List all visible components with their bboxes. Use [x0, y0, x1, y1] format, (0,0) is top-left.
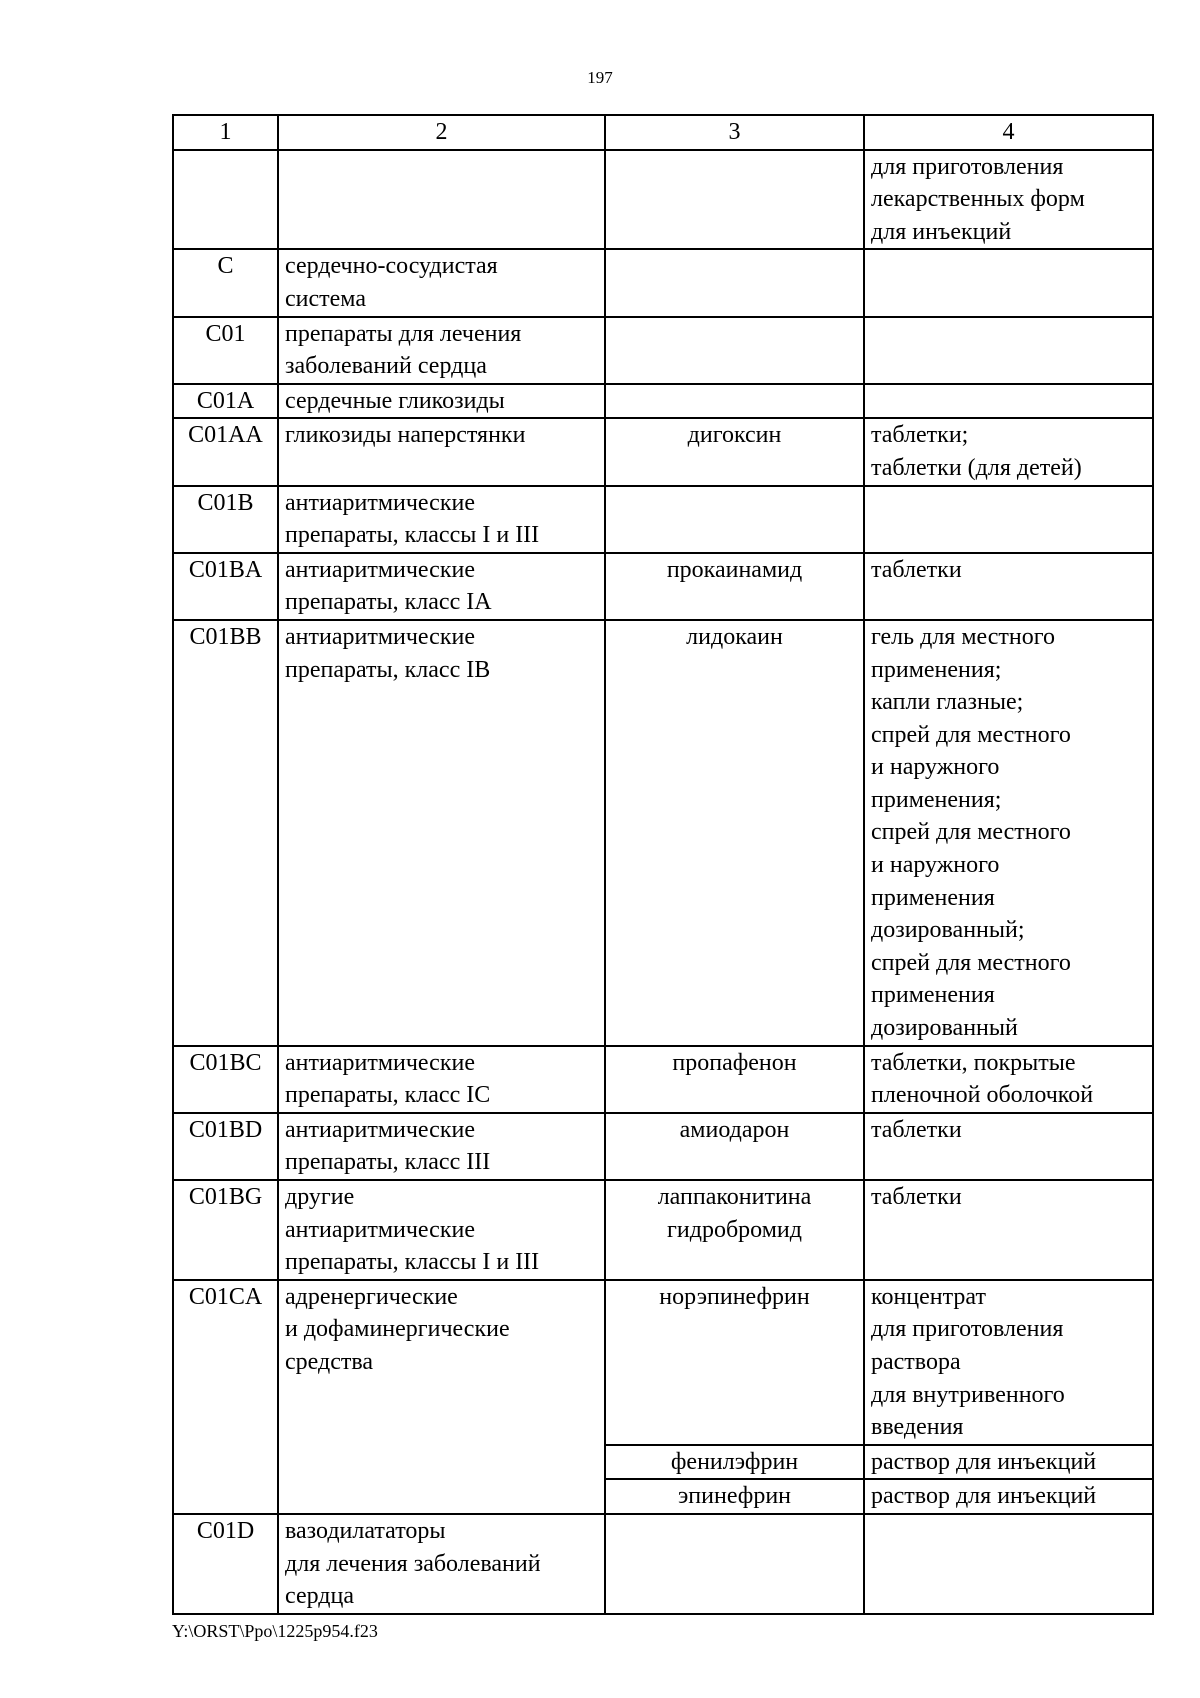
cell-text-line: лидокаин	[686, 623, 783, 650]
cell-text-line	[285, 151, 598, 184]
dosage-form-cell	[864, 486, 1153, 553]
atc-code-cell	[173, 317, 278, 384]
cell-text-line: гликозиды наперстянки	[285, 422, 526, 449]
cell-text-line	[612, 318, 857, 351]
atc-code-cell	[173, 150, 278, 250]
cell-text-line: лаппаконитина	[657, 1184, 812, 1210]
cell-text-line: C01A	[196, 387, 255, 414]
cell-text-line: применения;	[871, 786, 1002, 813]
table-row	[173, 1046, 1153, 1113]
cell-text-line: система	[285, 285, 366, 312]
drug-name-cell	[605, 1514, 864, 1614]
column-header-1: 1	[173, 115, 278, 150]
drug-name-cell	[605, 1445, 864, 1480]
cell-text-line: антиаритмические	[285, 1216, 475, 1243]
drug-name-cell	[605, 486, 864, 553]
table-row	[173, 620, 1153, 1046]
drug-name-cell	[605, 418, 864, 485]
cell-text-line: антиаритмические	[285, 1049, 475, 1076]
cell-text-line: спрей для местного	[871, 819, 1071, 846]
dosage-form-cell	[864, 384, 1153, 419]
cell-text-line: и наружного	[871, 852, 1000, 879]
cell-text-line: раствор для инъекций	[871, 1483, 1097, 1510]
cell-text-line: лекарственных форм	[871, 186, 1085, 213]
cell-text-line: пленочной оболочкой	[871, 1082, 1094, 1109]
drug-name-cell	[605, 1280, 864, 1445]
drug-name-cell	[605, 384, 864, 419]
atc-code-cell	[173, 1113, 278, 1180]
cell-text-line: раствора	[871, 1348, 961, 1375]
cell-text-line: дозированный	[871, 1015, 1018, 1042]
group-name-cell	[278, 1113, 605, 1180]
medication-table	[172, 114, 1154, 1615]
atc-code-cell	[173, 1514, 278, 1614]
cell-text-line: таблетки	[871, 1184, 962, 1210]
cell-text-line: применения	[871, 884, 995, 911]
cell-text-line	[871, 250, 1146, 283]
group-name-cell	[278, 1514, 605, 1614]
cell-text-line	[871, 318, 1146, 351]
cell-text-line: и наружного	[871, 754, 1000, 781]
cell-text-line: препараты, класс IA	[285, 589, 492, 616]
dosage-form-cell	[864, 553, 1153, 620]
cell-text-line: средства	[285, 1348, 374, 1375]
dosage-form-cell	[864, 1280, 1153, 1445]
group-name-cell	[278, 1046, 605, 1113]
cell-text-line: препараты, класс III	[285, 1149, 491, 1176]
cell-text-line: C01	[205, 320, 246, 347]
cell-text-line: таблетки, покрытые	[871, 1049, 1076, 1076]
atc-code-cell	[173, 384, 278, 419]
cell-text-line: спрей для местного	[871, 721, 1071, 748]
cell-text-line: введения	[871, 1414, 964, 1441]
cell-text-line: норэпинефрин	[659, 1283, 810, 1310]
drug-name-cell	[605, 150, 864, 250]
cell-text-line: гидробромид	[667, 1216, 802, 1243]
atc-code-cell	[173, 418, 278, 485]
dosage-form-cell	[864, 1046, 1153, 1113]
drug-name-cell	[605, 1113, 864, 1180]
cell-text-line: раствор для инъекций	[871, 1448, 1097, 1475]
cell-text-line: C01BC	[189, 1049, 262, 1076]
drug-name-cell	[605, 620, 864, 1046]
cell-text-line: сердца	[285, 1583, 354, 1610]
cell-text-line: для приготовления	[871, 1316, 1064, 1343]
table-row	[173, 553, 1153, 620]
cell-text-line: для внутривенного	[871, 1381, 1065, 1408]
cell-text-line: для лечения заболеваний	[285, 1550, 541, 1577]
cell-text-line: C01BG	[188, 1184, 263, 1210]
cell-text-line: прокаинамид	[666, 556, 803, 583]
atc-code-cell	[173, 249, 278, 316]
dosage-form-cell	[864, 150, 1153, 250]
dosage-form-cell	[864, 1180, 1153, 1280]
group-name-cell	[278, 317, 605, 384]
table-row	[173, 1280, 1153, 1445]
cell-text-line: сердечные гликозиды	[285, 387, 505, 414]
column-header-3: 3	[605, 115, 864, 150]
column-header-4: 4	[864, 115, 1153, 150]
cell-text-line	[612, 385, 857, 418]
dosage-form-cell	[864, 1113, 1153, 1180]
dosage-form-cell	[864, 1445, 1153, 1480]
drug-name-cell	[605, 317, 864, 384]
cell-text-line: капли глазные;	[871, 689, 1024, 716]
cell-text-line: вазодилататоры	[285, 1517, 446, 1544]
cell-text-line: дигоксин	[687, 422, 782, 449]
cell-text-line	[612, 151, 857, 184]
table-row	[173, 1113, 1153, 1180]
table-row	[173, 486, 1153, 553]
atc-code-cell	[173, 553, 278, 620]
cell-text-line: таблетки;	[871, 422, 969, 449]
cell-text-line: для инъекций	[871, 218, 1012, 245]
table-header-row	[173, 115, 1153, 150]
atc-code-cell	[173, 620, 278, 1046]
cell-text-line	[612, 250, 857, 283]
dosage-form-cell	[864, 317, 1153, 384]
group-name-cell	[278, 553, 605, 620]
cell-text-line: гель для местного	[871, 623, 1055, 650]
group-name-cell	[278, 1280, 605, 1514]
cell-text-line: заболеваний сердца	[285, 353, 487, 380]
table-row	[173, 384, 1153, 419]
cell-text-line: C01CA	[188, 1283, 263, 1310]
drug-name-cell	[605, 1046, 864, 1113]
cell-text-line: антиаритмические	[285, 489, 475, 516]
cell-text-line: для приготовления	[871, 153, 1064, 180]
cell-text-line	[871, 385, 1146, 418]
dosage-form-cell	[864, 1514, 1153, 1614]
cell-text-line: таблетки (для детей)	[871, 454, 1082, 481]
cell-text-line: C01D	[196, 1517, 255, 1544]
cell-text-line	[871, 487, 1146, 520]
cell-text-line: препараты, классы I и III	[285, 522, 540, 549]
file-path-footer: Y:\ORST\Ppo\1225p954.f23	[172, 1621, 378, 1641]
cell-text-line: спрей для местного	[871, 949, 1071, 976]
cell-text-line: амиодарон	[679, 1116, 790, 1143]
cell-text-line	[871, 1515, 1146, 1548]
drug-name-cell	[605, 553, 864, 620]
group-name-cell	[278, 150, 605, 250]
cell-text-line: фенилэфрин	[670, 1448, 799, 1475]
cell-text-line: сердечно-сосудистая	[285, 253, 498, 280]
cell-text-line: препараты, класс IB	[285, 656, 491, 683]
cell-text-line: применения;	[871, 656, 1002, 683]
cell-text-line	[612, 1515, 857, 1548]
cell-text-line: пропафенон	[672, 1049, 797, 1076]
cell-text-line: применения	[871, 982, 995, 1009]
cell-text-line: C01BD	[188, 1116, 263, 1143]
cell-text-line: антиаритмические	[285, 623, 475, 650]
cell-text-line: антиаритмические	[285, 1116, 475, 1143]
table-row	[173, 150, 1153, 250]
group-name-cell	[278, 418, 605, 485]
dosage-form-cell	[864, 1479, 1153, 1514]
cell-text-line	[612, 487, 857, 520]
cell-text-line: препараты, классы I и III	[285, 1249, 540, 1276]
table-row	[173, 418, 1153, 485]
page-number: 197	[587, 68, 613, 87]
cell-text-line: C	[217, 253, 234, 280]
table-row	[173, 1514, 1153, 1614]
drug-name-cell	[605, 249, 864, 316]
table-row	[173, 1180, 1153, 1280]
drug-name-cell	[605, 1479, 864, 1514]
dosage-form-cell	[864, 620, 1153, 1046]
cell-text-line: концентрат	[871, 1283, 986, 1310]
atc-code-cell	[173, 1280, 278, 1514]
dosage-form-cell	[864, 418, 1153, 485]
group-name-cell	[278, 384, 605, 419]
cell-text-line: C01B	[197, 489, 254, 516]
cell-text-line: C01BA	[188, 556, 263, 583]
cell-text-line: и дофаминергические	[285, 1316, 510, 1343]
drug-name-cell	[605, 1180, 864, 1280]
cell-text-line: таблетки	[871, 556, 962, 583]
group-name-cell	[278, 620, 605, 1046]
cell-text-line: препараты для лечения	[285, 320, 522, 347]
atc-code-cell	[173, 1180, 278, 1280]
cell-text-line: C01BB	[189, 623, 262, 650]
cell-text-line: другие	[285, 1184, 355, 1210]
cell-text-line: препараты, класс IC	[285, 1082, 491, 1109]
table-row	[173, 317, 1153, 384]
table-body	[173, 115, 1153, 1614]
cell-text-line	[180, 151, 271, 184]
group-name-cell	[278, 486, 605, 553]
group-name-cell	[278, 1180, 605, 1280]
cell-text-line: таблетки	[871, 1116, 962, 1143]
cell-text-line: адренергические	[285, 1283, 458, 1310]
group-name-cell	[278, 249, 605, 316]
cell-text-line: дозированный;	[871, 917, 1025, 944]
atc-code-cell	[173, 486, 278, 553]
column-header-2: 2	[278, 115, 605, 150]
cell-text-line: антиаритмические	[285, 556, 475, 583]
atc-code-cell	[173, 1046, 278, 1113]
dosage-form-cell	[864, 249, 1153, 316]
table-row	[173, 249, 1153, 316]
cell-text-line: C01AA	[188, 422, 263, 449]
cell-text-line: эпинефрин	[677, 1483, 791, 1510]
